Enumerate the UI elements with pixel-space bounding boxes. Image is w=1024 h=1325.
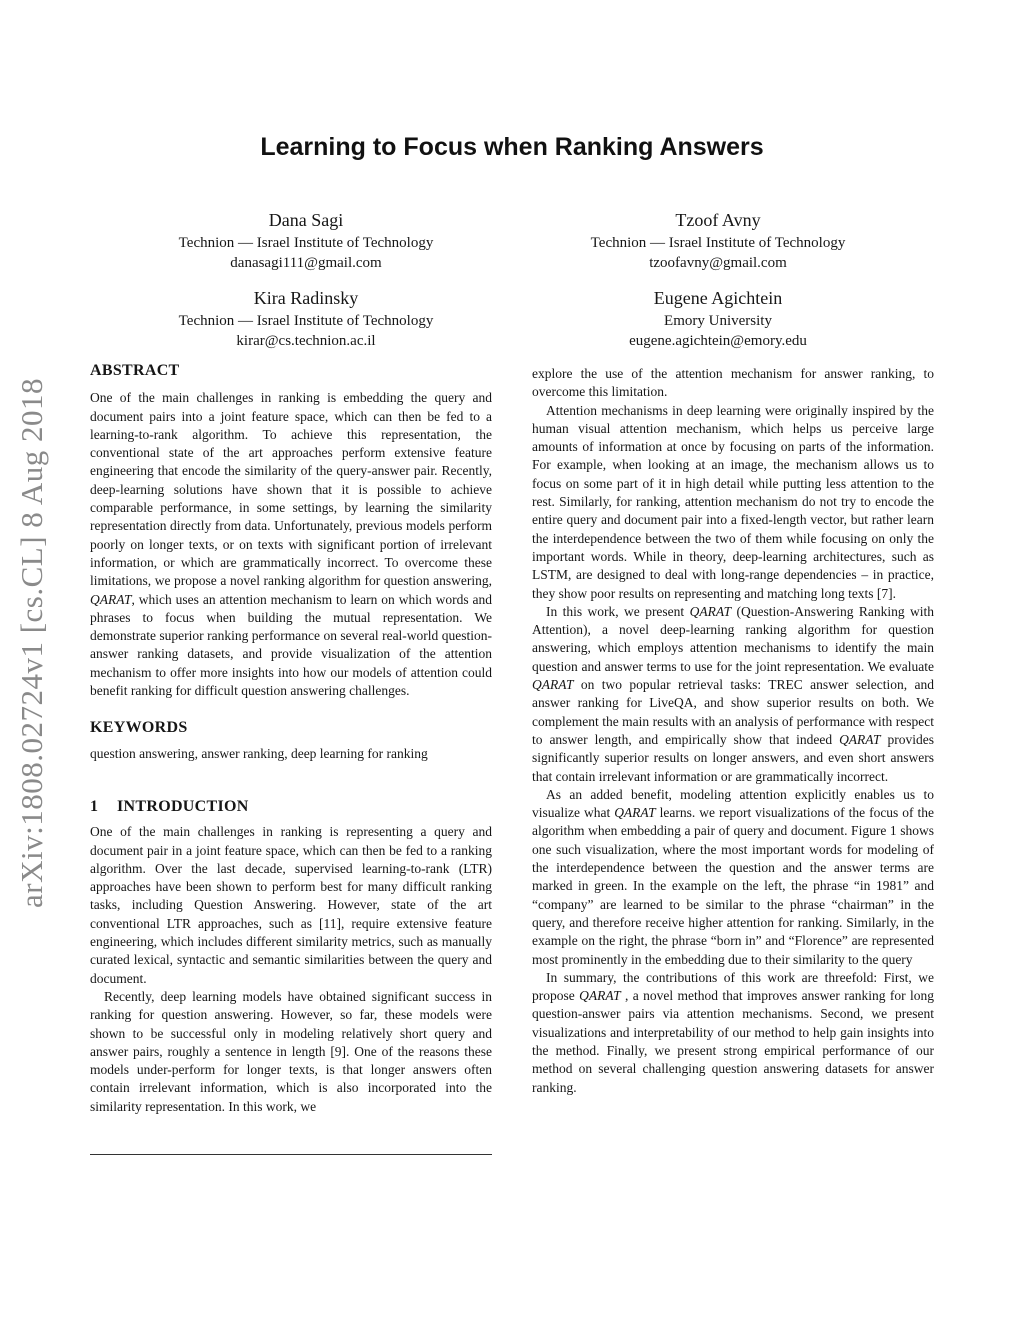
abstract-heading: ABSTRACT [90, 362, 180, 379]
qarat-name: QARAT [532, 677, 574, 693]
author-affiliation: Technion — Israel Institute of Technology [178, 313, 434, 329]
right-column [532, 365, 934, 1097]
left-column [90, 362, 492, 1116]
qarat-name: QARAT [90, 591, 132, 607]
paper-title: Learning to Focus when Ranking Answers [260, 133, 764, 161]
section-number: 1 [90, 797, 99, 815]
author-email: kirar@cs.technion.ac.il [236, 333, 376, 349]
intro-paragraph-7: In summary, the contributions of this work are threefold: First, we propose QARAT , a novel method that improves answer ranking for long question-answer pairs via attention mechanisms. Second, we present visualizations and interpretability of our method to help gain insights into the method. Finally, we present strong empirical performance of our method on several challenging question answering datasets for answer ranking. [532, 969, 934, 1095]
author-affiliation: Technion — Israel Institute of Technology [178, 235, 434, 251]
author-block [96, 287, 516, 351]
intro-paragraph-2: Recently, deep learning models have obtained significant success in ranking for question answering. However, so far, these models were shown to be successful only in modeling relatively short query and answer pairs, roughly a sentence in length [9]. One of the reasons these models under-perform for longer texts, is that longer answers often contain irrelevant information, which is also incorporated into the similarity representation. In this work, we [90, 988, 492, 1114]
author-affiliation: Emory University [664, 313, 772, 329]
author-block [96, 209, 516, 273]
author-name: Kira Radinsky [253, 288, 359, 308]
intro-paragraph-4: Attention mechanisms in deep learning were originally inspired by the human visual attention mechanism, which helps us perceive large amounts of information at once by focusing on parts of the information. For example, when looking at an image, the mechanism allows us to focus on some part of it in high detail while putting less attention to the rest. Similarly, for ranking, attention mechanism do not try to encode the entire query and document pair into a fixed-length vector, but rather learn the interdependence between the two of them while focusing on only the important words. While in theory, deep-learning architectures, such as LSTM, are designed to deal with long-range dependencies – in practice, they show poor results on representing and matching long texts [7]. [532, 402, 934, 601]
author-block [508, 209, 928, 273]
keywords-text: question answering, answer ranking, deep learning for ranking [90, 745, 428, 761]
qarat-name: QARAT [689, 603, 732, 619]
author-email: eugene.agichtein@emory.edu [629, 333, 807, 349]
section-title: INTRODUCTION [117, 797, 249, 815]
arxiv-identifier-text: arXiv:1808.02724v1 [cs.CL] 8 Aug 2018 [14, 377, 49, 908]
author-block [508, 287, 928, 351]
qarat-name: QARAT [579, 988, 621, 1004]
footnote-rule [90, 1154, 492, 1155]
author-name: Dana Sagi [268, 210, 344, 230]
introduction-heading [90, 798, 492, 816]
author-email: danasagi111@gmail.com [230, 255, 382, 271]
intro-paragraph-3: explore the use of the attention mechanism for answer ranking, to overcome this limitation. [532, 366, 934, 400]
qarat-name: QARAT [839, 731, 881, 747]
arxiv-identifier [12, 355, 52, 930]
keywords-heading: KEYWORDS [90, 719, 188, 737]
author-name: Tzoof Avny [675, 210, 761, 230]
qarat-name: QARAT [614, 805, 656, 821]
intro-paragraph-5: In this work, we present QARAT (Question-Answering Ranking with Attention), a novel deep-learning ranking algorithm for question answering, which employs attention mechanisms to identify the main question and answer terms to use for the joint representation. We evaluate QARAT on two popular retrieval tasks: TREC answer selection, and answer ranking for LiveQA, and show superior results on both. We complement the main results with an analysis of performance with respect to answer length, and empirically show that indeed QARAT provides significantly superior results on longer answers, and even short answers that contain irrelevant information or are grammatically incorrect. [532, 603, 934, 784]
intro-paragraph-6: As an added benefit, modeling attention explicitly enables us to visualize what QARAT learns. we report visualizations of the focus of the algorithm when embedding a pair of query and document. Figure 1 shows one such visualization, where the most important words for modeling of the interdependence between the question and the answer terms are marked in green. In the example on the left, the phrase “in 1981” and “company” are learned to be similar to the phrase “chairman” in the query, and therefore receive higher attention for ranking. Similarly, in the example on the right, the phrase “born in” and “Florence” are represented most prominently in the embedding due to their similarity to the query [532, 786, 934, 967]
author-affiliation: Technion — Israel Institute of Technology [590, 235, 846, 251]
intro-paragraph-1: One of the main challenges in ranking is representing a query and document pair in a joint feature space, which can then be fed to a ranking algorithm. Over the last decade, supervised learning-to-rank (LTR) approaches have been shown to perform best for many difficult ranking tasks, including Question Answering. However, state of the art conventional LTR approaches, such as [11], require extensive feature engineering, which includes different similarity metrics, such as manually curated lexical, syntactic and semantic similarities between the query and document. [90, 824, 492, 986]
author-name: Eugene Agichtein [653, 288, 783, 308]
author-email: tzoofavny@gmail.com [649, 255, 787, 271]
abstract-text: One of the main challenges in ranking is embedding the query and document pairs into a joint feature space, which can then be fed to a learning-to-rank algorithm. To achieve this representation, the conventional state of the art approaches perform extensive feature engineering that encode the similarity of the query-answer pair. Recently, deep-learning solutions have shown that it is possible to achieve comparable performance, in some settings, by learning the similarity representation directly from data. Unfortunately, previous models perform poorly on longer texts, or on texts with significant portion of irrelevant information, or which are grammatically incorrect. To overcome these limitations, we propose a novel ranking algorithm for question answering, QARAT, which uses an attention mechanism to learn on which words and phrases to focus when building the mutual representation. We demonstrate superior ranking performance on several real-world question-answer ranking datasets, and provide visualization of the attention mechanism to offer more insights into how our models of attention could benefit ranking for difficult question answering challenges. [90, 390, 492, 699]
